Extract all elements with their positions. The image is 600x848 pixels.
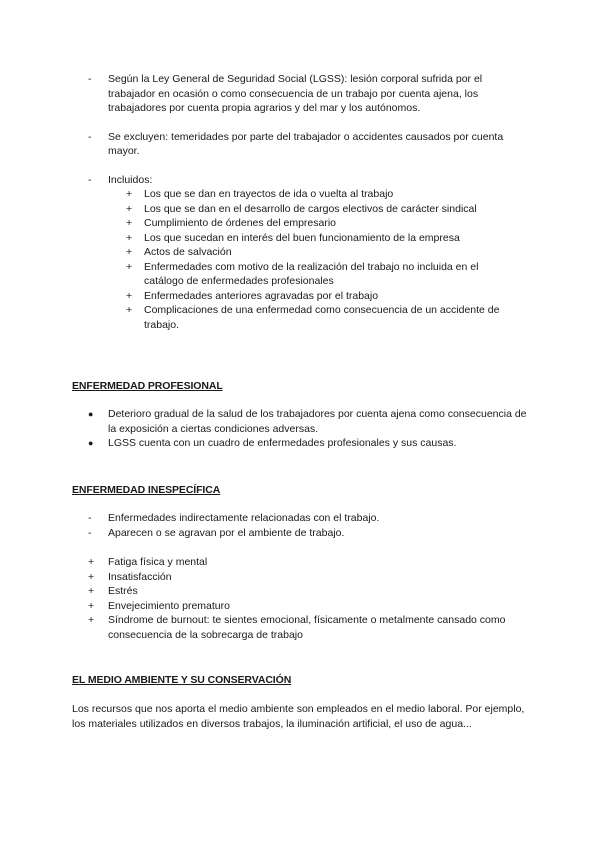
dash-marker: - bbox=[88, 512, 92, 524]
list-item-text: Aparecen o se agravan por el ambiente de trabajo. bbox=[108, 526, 345, 539]
plus-marker: + bbox=[126, 246, 133, 258]
list-item-text: Insatisfacción bbox=[108, 570, 172, 583]
heading-enfermedad-profesional: ENFERMEDAD PROFESIONAL bbox=[72, 380, 223, 392]
dash-marker: - bbox=[88, 173, 92, 186]
sublist-item-text: Complicaciones de una enfermedad como consecuencia de un accidente de trabajo. bbox=[144, 304, 500, 331]
dash-marker: - bbox=[88, 130, 92, 143]
list-item bbox=[72, 555, 532, 570]
plus-marker: + bbox=[88, 599, 95, 612]
sublist-item-text: Los que sucedan en interés del buen funcionamiento de la empresa bbox=[144, 231, 460, 244]
sublist-item-text: Enfermedades anteriores agravadas por el trabajo bbox=[144, 289, 379, 302]
sublist-item-text: Enfermedades com motivo de la realización del trabajo no incluida en el catálogo de enfermedades profesionales bbox=[144, 260, 479, 287]
section-enfermedad-profesional-list bbox=[72, 407, 532, 451]
list-item-incluidos bbox=[72, 173, 532, 188]
sublist-item bbox=[126, 231, 504, 246]
plus-marker: + bbox=[126, 217, 133, 229]
bullet-marker: ● bbox=[88, 438, 94, 448]
list-item-text: Enfermedades indirectamente relacionadas con el trabajo. bbox=[108, 512, 380, 524]
list-item-text: Incluidos: bbox=[108, 173, 153, 186]
list-item-text: Envejecimiento prematuro bbox=[108, 599, 230, 612]
list-item-text: Síndrome de burnout: te sientes emocional, físicamente o metalmente cansado como consecuencia de la sobrecarga de trabajo bbox=[108, 614, 506, 641]
dash-marker: - bbox=[88, 526, 92, 539]
sublist-item bbox=[126, 187, 504, 202]
sublist-item bbox=[126, 216, 504, 231]
list-item bbox=[72, 407, 532, 436]
list-item-text: LGSS cuenta con un cuadro de enfermedades profesionales y sus causas. bbox=[108, 437, 457, 449]
list-item-lgss bbox=[72, 72, 532, 116]
list-item bbox=[72, 599, 532, 614]
plus-marker: + bbox=[126, 260, 133, 273]
plus-marker: + bbox=[88, 585, 95, 597]
sublist-item-text: Los que se dan en trayectos de ida o vuelta al trabajo bbox=[144, 188, 394, 200]
list-item bbox=[72, 436, 532, 451]
heading-medio-ambiente: EL MEDIO AMBIENTE Y SU CONSERVACIÓN bbox=[72, 674, 292, 686]
list-item bbox=[72, 613, 532, 642]
plus-marker: + bbox=[126, 304, 133, 316]
plus-marker: + bbox=[88, 570, 95, 583]
sublist-item bbox=[126, 245, 504, 260]
section-accidente-list bbox=[72, 72, 532, 332]
section-inespecifica-dash-list bbox=[72, 511, 532, 540]
plus-marker: + bbox=[88, 614, 95, 626]
list-item-text: Fatiga física y mental bbox=[108, 556, 208, 568]
list-item bbox=[72, 584, 532, 599]
sublist-item bbox=[126, 289, 504, 304]
sublist-item-text: Los que se dan en el desarrollo de cargos electivos de carácter sindical bbox=[144, 202, 477, 215]
list-item-text: Estrés bbox=[108, 585, 138, 597]
heading-enfermedad-inespecifica: ENFERMEDAD INESPECÍFICA bbox=[72, 484, 221, 496]
sublist-item bbox=[126, 303, 504, 332]
sublist-item bbox=[126, 260, 504, 289]
plus-marker: + bbox=[126, 231, 133, 244]
sublist-item-text: Cumplimiento de órdenes del empresario bbox=[144, 217, 337, 229]
list-item bbox=[72, 570, 532, 585]
list-item bbox=[72, 526, 532, 541]
plus-marker: + bbox=[88, 556, 95, 568]
list-item-text: Deterioro gradual de la salud de los trabajadores por cuenta ajena como consecuencia de la exposición a ciertas condiciones adversas. bbox=[108, 408, 527, 435]
sublist-item bbox=[126, 202, 504, 217]
list-item-text: Según la Ley General de Seguridad Social (LGSS): lesión corporal sufrida por el trabajador en ocasión o como consecuencia de un trabajo por cuenta ajena, los trabajadores por cuenta propia agrarios y del mar y los autónomos. bbox=[108, 73, 483, 114]
list-item bbox=[72, 511, 532, 526]
sublist-item-text: Actos de salvación bbox=[144, 246, 232, 258]
paragraph-medio-ambiente: Los recursos que nos aporta el medio ambiente son empleados en el medio laboral. Por ejemplo, los materiales utilizados en diversos trabajos, la iluminación artificial, el uso de agua... bbox=[72, 703, 525, 730]
list-item-excluyen bbox=[72, 130, 532, 159]
dash-marker: - bbox=[88, 73, 92, 85]
plus-marker: + bbox=[126, 188, 133, 200]
section-inespecifica-plus-list bbox=[72, 555, 532, 642]
plus-marker: + bbox=[126, 202, 133, 215]
incluidos-sublist bbox=[126, 187, 504, 332]
plus-marker: + bbox=[126, 289, 133, 302]
bullet-marker: ● bbox=[88, 409, 94, 419]
list-item-text: Se excluyen: temeridades por parte del trabajador o accidentes causados por cuenta mayor. bbox=[108, 130, 504, 157]
